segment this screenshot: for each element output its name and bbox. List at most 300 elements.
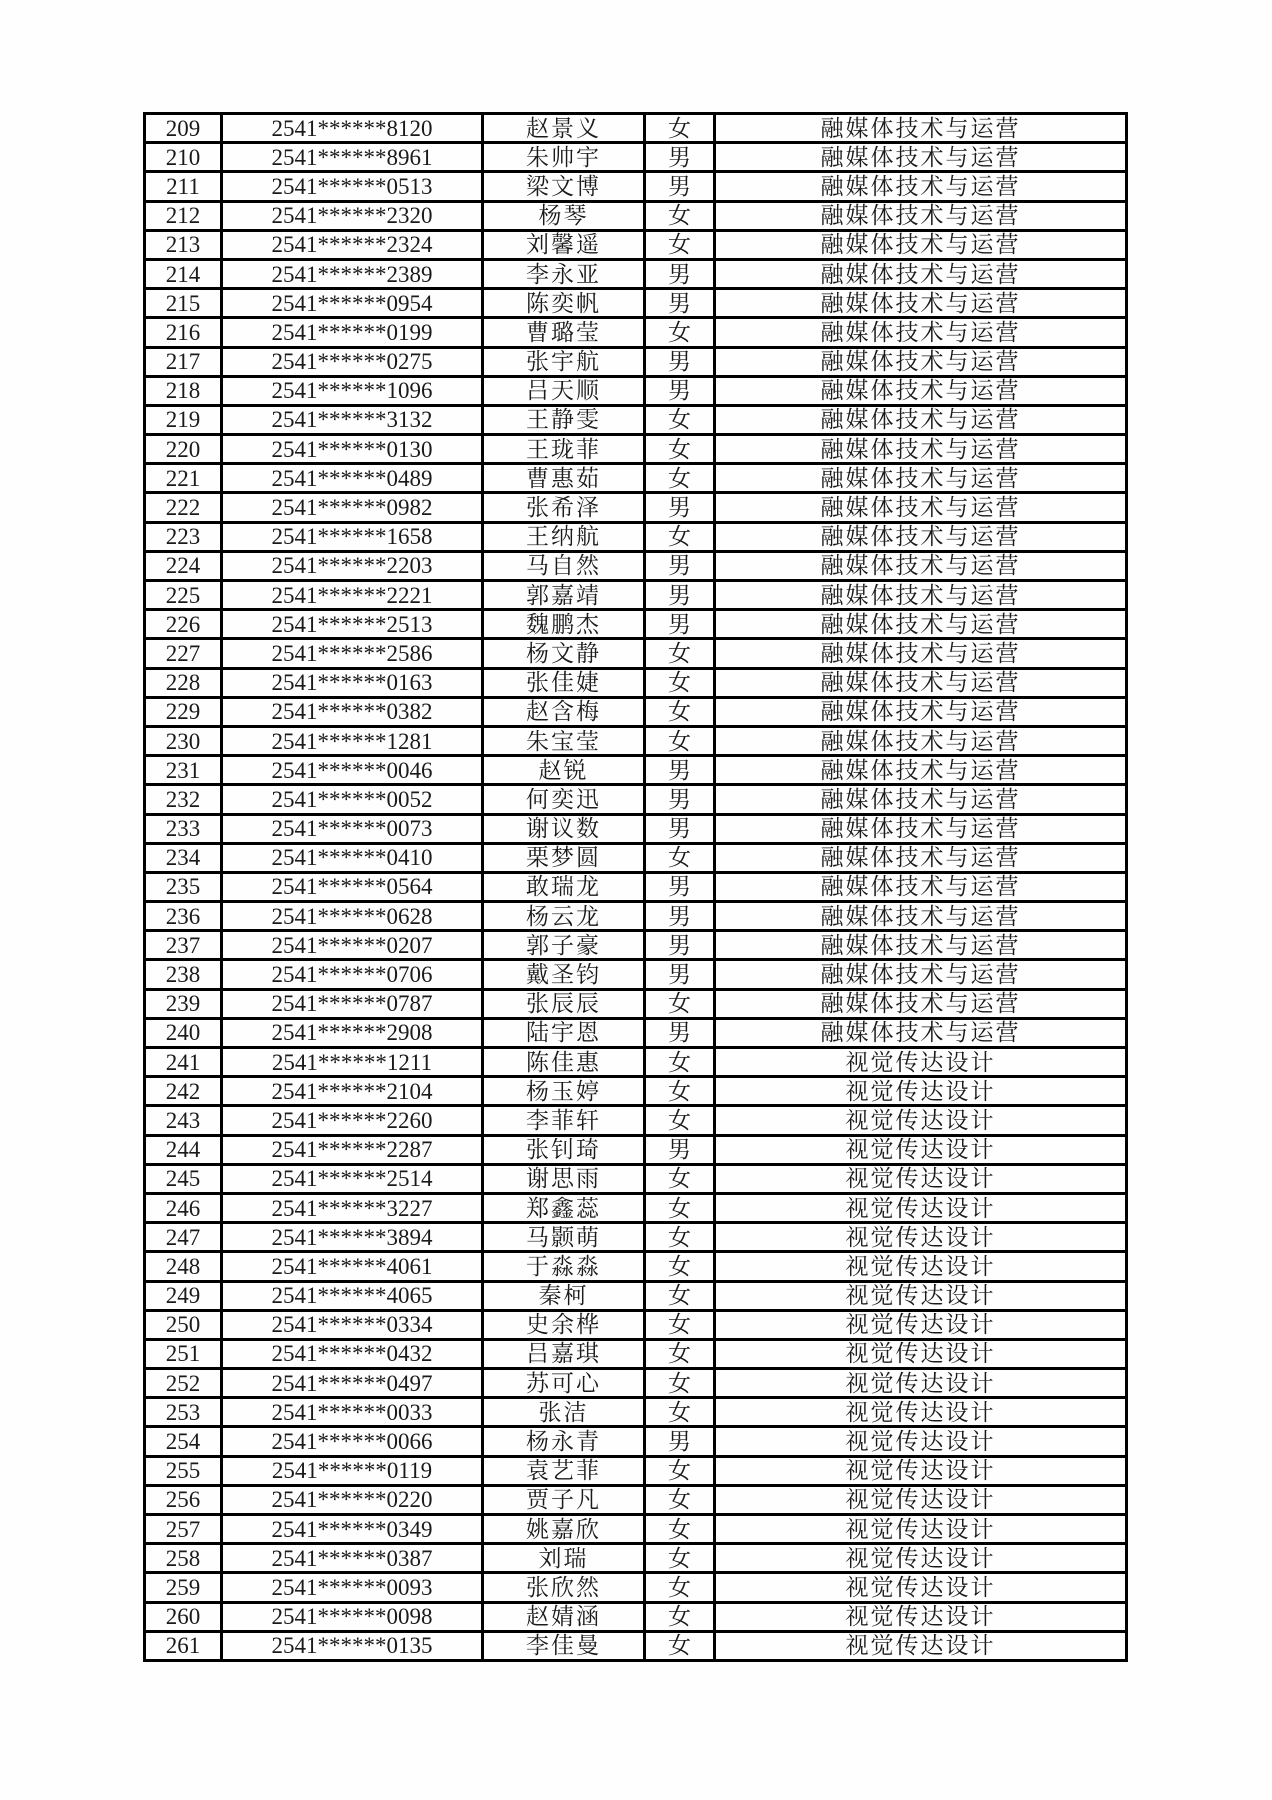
cell-serial-number: 261 <box>145 1631 222 1660</box>
cell-serial-number: 221 <box>145 464 222 493</box>
cell-gender: 女 <box>645 639 715 668</box>
cell-student-name: 杨云龙 <box>483 902 645 931</box>
cell-serial-number: 258 <box>145 1544 222 1573</box>
cell-serial-number: 250 <box>145 1310 222 1339</box>
cell-major: 视觉传达设计 <box>715 1515 1127 1544</box>
cell-student-name: 曹惠茹 <box>483 464 645 493</box>
cell-serial-number: 213 <box>145 230 222 259</box>
cell-serial-number: 256 <box>145 1485 222 1514</box>
cell-gender: 女 <box>645 697 715 726</box>
cell-exam-id: 2541******0628 <box>222 902 483 931</box>
table-row <box>145 668 1127 697</box>
table-row <box>145 931 1127 960</box>
table-row <box>145 1515 1127 1544</box>
cell-gender: 男 <box>645 814 715 843</box>
cell-major: 融媒体技术与运营 <box>715 376 1127 405</box>
cell-gender: 女 <box>645 1602 715 1631</box>
cell-serial-number: 240 <box>145 1018 222 1047</box>
table-row <box>145 551 1127 580</box>
cell-student-name: 李佳曼 <box>483 1631 645 1660</box>
cell-serial-number: 229 <box>145 697 222 726</box>
cell-exam-id: 2541******2513 <box>222 610 483 639</box>
cell-major: 融媒体技术与运营 <box>715 1018 1127 1047</box>
cell-major: 融媒体技术与运营 <box>715 989 1127 1018</box>
cell-serial-number: 244 <box>145 1135 222 1164</box>
cell-student-name: 谢议数 <box>483 814 645 843</box>
cell-student-name: 吕天顺 <box>483 376 645 405</box>
cell-serial-number: 222 <box>145 493 222 522</box>
cell-exam-id: 2541******0334 <box>222 1310 483 1339</box>
table-row <box>145 464 1127 493</box>
table-row <box>145 1544 1127 1573</box>
cell-exam-id: 2541******0207 <box>222 931 483 960</box>
cell-exam-id: 2541******2203 <box>222 551 483 580</box>
cell-major: 融媒体技术与运营 <box>715 259 1127 288</box>
cell-exam-id: 2541******2324 <box>222 230 483 259</box>
cell-student-name: 陆宇恩 <box>483 1018 645 1047</box>
cell-student-name: 吕嘉琪 <box>483 1339 645 1368</box>
cell-gender: 女 <box>645 464 715 493</box>
cell-serial-number: 247 <box>145 1223 222 1252</box>
table-row <box>145 1456 1127 1485</box>
table-body <box>145 114 1127 1661</box>
cell-exam-id: 2541******0073 <box>222 814 483 843</box>
table-row <box>145 1223 1127 1252</box>
cell-serial-number: 233 <box>145 814 222 843</box>
cell-major: 融媒体技术与运营 <box>715 785 1127 814</box>
cell-gender: 女 <box>645 1544 715 1573</box>
cell-gender: 女 <box>645 1398 715 1427</box>
cell-major: 融媒体技术与运营 <box>715 814 1127 843</box>
cell-exam-id: 2541******0119 <box>222 1456 483 1485</box>
cell-student-name: 苏可心 <box>483 1369 645 1398</box>
cell-gender: 女 <box>645 1485 715 1514</box>
cell-student-name: 刘馨遥 <box>483 230 645 259</box>
cell-major: 视觉传达设计 <box>715 1164 1127 1193</box>
cell-gender: 男 <box>645 172 715 201</box>
cell-exam-id: 2541******3132 <box>222 405 483 434</box>
cell-gender: 女 <box>645 1106 715 1135</box>
cell-exam-id: 2541******2514 <box>222 1164 483 1193</box>
cell-serial-number: 259 <box>145 1573 222 1602</box>
cell-gender: 女 <box>645 1310 715 1339</box>
cell-serial-number: 211 <box>145 172 222 201</box>
cell-major: 融媒体技术与运营 <box>715 960 1127 989</box>
cell-major: 视觉传达设计 <box>715 1135 1127 1164</box>
cell-exam-id: 2541******0382 <box>222 697 483 726</box>
cell-student-name: 马颢萌 <box>483 1223 645 1252</box>
cell-gender: 男 <box>645 902 715 931</box>
cell-major: 融媒体技术与运营 <box>715 756 1127 785</box>
table-row <box>145 756 1127 785</box>
cell-gender: 男 <box>645 1135 715 1164</box>
cell-student-name: 赵婧涵 <box>483 1602 645 1631</box>
cell-gender: 女 <box>645 1515 715 1544</box>
cell-student-name: 赵含梅 <box>483 697 645 726</box>
cell-major: 融媒体技术与运营 <box>715 610 1127 639</box>
cell-major: 融媒体技术与运营 <box>715 405 1127 434</box>
table-row <box>145 143 1127 172</box>
table-row <box>145 1281 1127 1310</box>
cell-gender: 男 <box>645 376 715 405</box>
table-row <box>145 1193 1127 1222</box>
cell-student-name: 戴圣钧 <box>483 960 645 989</box>
cell-gender: 女 <box>645 843 715 872</box>
cell-exam-id: 2541******0093 <box>222 1573 483 1602</box>
cell-serial-number: 220 <box>145 435 222 464</box>
cell-student-name: 谢思雨 <box>483 1164 645 1193</box>
cell-exam-id: 2541******3894 <box>222 1223 483 1252</box>
cell-exam-id: 2541******0387 <box>222 1544 483 1573</box>
cell-exam-id: 2541******1658 <box>222 522 483 551</box>
cell-serial-number: 254 <box>145 1427 222 1456</box>
student-roster-table <box>143 112 1128 1662</box>
cell-student-name: 杨琴 <box>483 201 645 230</box>
cell-serial-number: 224 <box>145 551 222 580</box>
cell-student-name: 王纳航 <box>483 522 645 551</box>
cell-major: 融媒体技术与运营 <box>715 872 1127 901</box>
table-row <box>145 435 1127 464</box>
cell-serial-number: 246 <box>145 1193 222 1222</box>
cell-student-name: 杨玉婷 <box>483 1077 645 1106</box>
cell-student-name: 朱帅宇 <box>483 143 645 172</box>
cell-student-name: 史余桦 <box>483 1310 645 1339</box>
table-row <box>145 1310 1127 1339</box>
cell-serial-number: 237 <box>145 931 222 960</box>
cell-gender: 女 <box>645 989 715 1018</box>
cell-major: 视觉传达设计 <box>715 1456 1127 1485</box>
table-row <box>145 493 1127 522</box>
cell-major: 融媒体技术与运营 <box>715 493 1127 522</box>
table-row <box>145 843 1127 872</box>
cell-major: 视觉传达设计 <box>715 1398 1127 1427</box>
cell-major: 融媒体技术与运营 <box>715 522 1127 551</box>
table-row <box>145 989 1127 1018</box>
cell-exam-id: 2541******0513 <box>222 172 483 201</box>
cell-student-name: 杨文静 <box>483 639 645 668</box>
cell-major: 融媒体技术与运营 <box>715 581 1127 610</box>
cell-gender: 女 <box>645 201 715 230</box>
cell-major: 视觉传达设计 <box>715 1223 1127 1252</box>
cell-gender: 男 <box>645 756 715 785</box>
cell-major: 融媒体技术与运营 <box>715 551 1127 580</box>
table-row <box>145 114 1127 143</box>
cell-exam-id: 2541******0163 <box>222 668 483 697</box>
cell-major: 视觉传达设计 <box>715 1544 1127 1573</box>
cell-serial-number: 228 <box>145 668 222 697</box>
cell-serial-number: 239 <box>145 989 222 1018</box>
cell-gender: 女 <box>645 405 715 434</box>
cell-exam-id: 2541******0706 <box>222 960 483 989</box>
cell-student-name: 张欣然 <box>483 1573 645 1602</box>
table-row <box>145 405 1127 434</box>
cell-major: 融媒体技术与运营 <box>715 464 1127 493</box>
cell-student-name: 刘瑞 <box>483 1544 645 1573</box>
cell-exam-id: 2541******3227 <box>222 1193 483 1222</box>
cell-exam-id: 2541******0349 <box>222 1515 483 1544</box>
cell-student-name: 张辰辰 <box>483 989 645 1018</box>
cell-major: 视觉传达设计 <box>715 1252 1127 1281</box>
cell-exam-id: 2541******0220 <box>222 1485 483 1514</box>
cell-serial-number: 253 <box>145 1398 222 1427</box>
table-row <box>145 902 1127 931</box>
cell-exam-id: 2541******1211 <box>222 1048 483 1077</box>
cell-gender: 女 <box>645 1631 715 1660</box>
cell-student-name: 何奕迅 <box>483 785 645 814</box>
cell-gender: 女 <box>645 1223 715 1252</box>
cell-exam-id: 2541******0046 <box>222 756 483 785</box>
table-row <box>145 1339 1127 1368</box>
cell-gender: 女 <box>645 1048 715 1077</box>
cell-gender: 女 <box>645 1369 715 1398</box>
cell-gender: 女 <box>645 1164 715 1193</box>
cell-exam-id: 2541******0275 <box>222 347 483 376</box>
cell-exam-id: 2541******0052 <box>222 785 483 814</box>
table-row <box>145 1077 1127 1106</box>
cell-gender: 男 <box>645 143 715 172</box>
cell-major: 融媒体技术与运营 <box>715 931 1127 960</box>
cell-major: 融媒体技术与运营 <box>715 697 1127 726</box>
cell-major: 融媒体技术与运营 <box>715 318 1127 347</box>
table-row <box>145 289 1127 318</box>
cell-gender: 女 <box>645 1077 715 1106</box>
cell-gender: 女 <box>645 1573 715 1602</box>
cell-student-name: 陈佳惠 <box>483 1048 645 1077</box>
cell-exam-id: 2541******4065 <box>222 1281 483 1310</box>
cell-serial-number: 232 <box>145 785 222 814</box>
cell-gender: 男 <box>645 785 715 814</box>
cell-exam-id: 2541******2320 <box>222 201 483 230</box>
table-row <box>145 201 1127 230</box>
table-row <box>145 1106 1127 1135</box>
cell-gender: 男 <box>645 1018 715 1047</box>
cell-exam-id: 2541******0130 <box>222 435 483 464</box>
cell-serial-number: 235 <box>145 872 222 901</box>
cell-major: 融媒体技术与运营 <box>715 347 1127 376</box>
cell-student-name: 张佳婕 <box>483 668 645 697</box>
cell-serial-number: 245 <box>145 1164 222 1193</box>
cell-serial-number: 214 <box>145 259 222 288</box>
table-row <box>145 1602 1127 1631</box>
cell-major: 融媒体技术与运营 <box>715 902 1127 931</box>
cell-student-name: 姚嘉欣 <box>483 1515 645 1544</box>
cell-major: 视觉传达设计 <box>715 1339 1127 1368</box>
cell-student-name: 魏鹏杰 <box>483 610 645 639</box>
cell-exam-id: 2541******0199 <box>222 318 483 347</box>
cell-major: 视觉传达设计 <box>715 1281 1127 1310</box>
table-row <box>145 1485 1127 1514</box>
cell-serial-number: 217 <box>145 347 222 376</box>
cell-exam-id: 2541******0410 <box>222 843 483 872</box>
cell-serial-number: 252 <box>145 1369 222 1398</box>
cell-gender: 女 <box>645 1193 715 1222</box>
cell-major: 视觉传达设计 <box>715 1427 1127 1456</box>
cell-exam-id: 2541******0066 <box>222 1427 483 1456</box>
cell-major: 视觉传达设计 <box>715 1485 1127 1514</box>
cell-student-name: 张宇航 <box>483 347 645 376</box>
cell-gender: 女 <box>645 114 715 143</box>
table-row <box>145 522 1127 551</box>
cell-student-name: 李永亚 <box>483 259 645 288</box>
cell-serial-number: 251 <box>145 1339 222 1368</box>
cell-gender: 男 <box>645 259 715 288</box>
table-row <box>145 1164 1127 1193</box>
cell-gender: 男 <box>645 960 715 989</box>
table-row <box>145 639 1127 668</box>
table-row <box>145 1135 1127 1164</box>
cell-serial-number: 249 <box>145 1281 222 1310</box>
table-row <box>145 581 1127 610</box>
cell-student-name: 杨永青 <box>483 1427 645 1456</box>
cell-gender: 男 <box>645 931 715 960</box>
cell-exam-id: 2541******2104 <box>222 1077 483 1106</box>
cell-gender: 女 <box>645 318 715 347</box>
cell-serial-number: 218 <box>145 376 222 405</box>
cell-serial-number: 210 <box>145 143 222 172</box>
cell-serial-number: 225 <box>145 581 222 610</box>
cell-gender: 女 <box>645 522 715 551</box>
table-row <box>145 172 1127 201</box>
table-row <box>145 814 1127 843</box>
cell-student-name: 赵锐 <box>483 756 645 785</box>
cell-major: 融媒体技术与运营 <box>715 230 1127 259</box>
table-row <box>145 872 1127 901</box>
cell-serial-number: 219 <box>145 405 222 434</box>
cell-student-name: 郭嘉靖 <box>483 581 645 610</box>
cell-gender: 男 <box>645 551 715 580</box>
cell-major: 视觉传达设计 <box>715 1193 1127 1222</box>
cell-student-name: 梁文博 <box>483 172 645 201</box>
cell-serial-number: 227 <box>145 639 222 668</box>
cell-gender: 女 <box>645 435 715 464</box>
cell-gender: 男 <box>645 493 715 522</box>
cell-major: 视觉传达设计 <box>715 1631 1127 1660</box>
cell-student-name: 郑鑫蕊 <box>483 1193 645 1222</box>
cell-major: 融媒体技术与运营 <box>715 843 1127 872</box>
cell-exam-id: 2541******0098 <box>222 1602 483 1631</box>
table-row <box>145 1427 1127 1456</box>
table-row <box>145 610 1127 639</box>
cell-student-name: 赵景义 <box>483 114 645 143</box>
cell-serial-number: 212 <box>145 201 222 230</box>
cell-exam-id: 2541******2260 <box>222 1106 483 1135</box>
cell-exam-id: 2541******0489 <box>222 464 483 493</box>
cell-exam-id: 2541******1096 <box>222 376 483 405</box>
table-row <box>145 1252 1127 1281</box>
cell-major: 视觉传达设计 <box>715 1106 1127 1135</box>
cell-serial-number: 216 <box>145 318 222 347</box>
cell-gender: 女 <box>645 1456 715 1485</box>
cell-student-name: 张洁 <box>483 1398 645 1427</box>
table-row <box>145 785 1127 814</box>
cell-gender: 男 <box>645 347 715 376</box>
cell-major: 融媒体技术与运营 <box>715 289 1127 318</box>
cell-major: 融媒体技术与运营 <box>715 435 1127 464</box>
cell-serial-number: 209 <box>145 114 222 143</box>
cell-exam-id: 2541******0787 <box>222 989 483 1018</box>
cell-student-name: 曹璐莹 <box>483 318 645 347</box>
cell-student-name: 王静雯 <box>483 405 645 434</box>
table-row <box>145 230 1127 259</box>
cell-exam-id: 2541******0432 <box>222 1339 483 1368</box>
cell-exam-id: 2541******0954 <box>222 289 483 318</box>
cell-gender: 男 <box>645 289 715 318</box>
cell-student-name: 郭子豪 <box>483 931 645 960</box>
table-row <box>145 726 1127 755</box>
cell-exam-id: 2541******0033 <box>222 1398 483 1427</box>
cell-student-name: 马自然 <box>483 551 645 580</box>
cell-exam-id: 2541******1281 <box>222 726 483 755</box>
cell-student-name: 秦柯 <box>483 1281 645 1310</box>
cell-student-name: 贾子凡 <box>483 1485 645 1514</box>
table-row <box>145 347 1127 376</box>
cell-serial-number: 223 <box>145 522 222 551</box>
cell-major: 融媒体技术与运营 <box>715 668 1127 697</box>
cell-major: 融媒体技术与运营 <box>715 114 1127 143</box>
cell-gender: 男 <box>645 610 715 639</box>
cell-major: 融媒体技术与运营 <box>715 726 1127 755</box>
cell-exam-id: 2541******4061 <box>222 1252 483 1281</box>
cell-student-name: 王珑菲 <box>483 435 645 464</box>
cell-student-name: 李菲轩 <box>483 1106 645 1135</box>
table-row <box>145 1018 1127 1047</box>
cell-serial-number: 242 <box>145 1077 222 1106</box>
cell-gender: 女 <box>645 668 715 697</box>
cell-exam-id: 2541******2908 <box>222 1018 483 1047</box>
cell-serial-number: 226 <box>145 610 222 639</box>
cell-exam-id: 2541******2586 <box>222 639 483 668</box>
cell-serial-number: 215 <box>145 289 222 318</box>
cell-student-name: 袁艺菲 <box>483 1456 645 1485</box>
cell-exam-id: 2541******8120 <box>222 114 483 143</box>
cell-major: 融媒体技术与运营 <box>715 143 1127 172</box>
table-row <box>145 1369 1127 1398</box>
table-row <box>145 1048 1127 1077</box>
cell-major: 融媒体技术与运营 <box>715 172 1127 201</box>
cell-major: 视觉传达设计 <box>715 1077 1127 1106</box>
cell-exam-id: 2541******0497 <box>222 1369 483 1398</box>
table-row <box>145 1573 1127 1602</box>
cell-gender: 男 <box>645 581 715 610</box>
cell-student-name: 于淼淼 <box>483 1252 645 1281</box>
table-row <box>145 376 1127 405</box>
cell-exam-id: 2541******0564 <box>222 872 483 901</box>
cell-gender: 女 <box>645 726 715 755</box>
cell-exam-id: 2541******2221 <box>222 581 483 610</box>
cell-serial-number: 238 <box>145 960 222 989</box>
cell-gender: 男 <box>645 1427 715 1456</box>
cell-serial-number: 236 <box>145 902 222 931</box>
cell-major: 视觉传达设计 <box>715 1048 1127 1077</box>
cell-serial-number: 248 <box>145 1252 222 1281</box>
cell-student-name: 陈奕帆 <box>483 289 645 318</box>
cell-exam-id: 2541******2389 <box>222 259 483 288</box>
cell-exam-id: 2541******2287 <box>222 1135 483 1164</box>
cell-exam-id: 2541******0135 <box>222 1631 483 1660</box>
cell-serial-number: 234 <box>145 843 222 872</box>
cell-exam-id: 2541******8961 <box>222 143 483 172</box>
cell-serial-number: 241 <box>145 1048 222 1077</box>
cell-student-name: 栗梦圆 <box>483 843 645 872</box>
cell-serial-number: 260 <box>145 1602 222 1631</box>
cell-major: 融媒体技术与运营 <box>715 201 1127 230</box>
cell-serial-number: 255 <box>145 1456 222 1485</box>
cell-gender: 女 <box>645 1339 715 1368</box>
cell-major: 视觉传达设计 <box>715 1310 1127 1339</box>
table-row <box>145 259 1127 288</box>
cell-major: 视觉传达设计 <box>715 1369 1127 1398</box>
cell-gender: 女 <box>645 1281 715 1310</box>
